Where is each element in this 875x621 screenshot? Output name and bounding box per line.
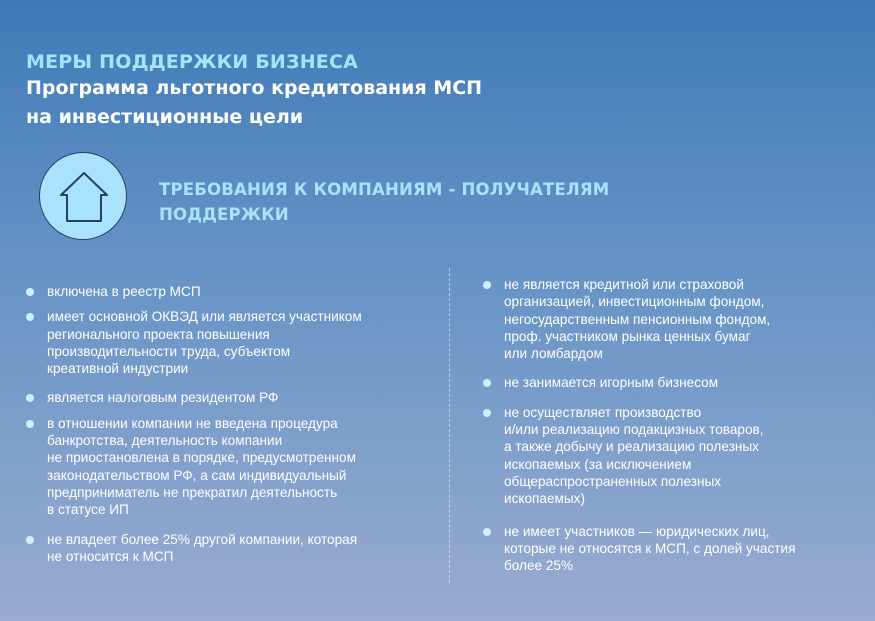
list-item-text <box>47 308 431 377</box>
bullet-icon <box>26 536 34 544</box>
list-item-line: банкротства, деятельность компании <box>47 433 283 449</box>
column-divider <box>449 268 450 583</box>
header <box>26 50 846 132</box>
list-item-line: и/или реализацию подакцизных товаров, <box>504 422 764 438</box>
list-item-line: имеет основной ОКВЭД или является участником <box>47 309 362 325</box>
house-icon <box>56 167 112 227</box>
house-icon-badge <box>39 152 127 240</box>
list-item <box>26 308 431 377</box>
list-item-line: ископаемых (за исключением <box>504 456 692 472</box>
list-item-line: в статусе ИП <box>47 502 129 518</box>
list-item-text <box>504 404 853 508</box>
list-item-text <box>504 523 853 575</box>
list-item-line: законодательством РФ, а сам индивидуальный <box>47 467 347 483</box>
list-item <box>483 404 853 508</box>
list-item-line: регионального проекта повышения <box>47 326 270 342</box>
list-item-text <box>47 531 431 566</box>
list-item-line: является налоговым резидентом РФ <box>47 390 279 406</box>
list-item-line: или ломбардом <box>504 346 603 362</box>
list-item-line: проф. участником рынка ценных бумаг <box>504 328 751 344</box>
list-item-line: организацией, инвестиционным фондом, <box>504 294 765 310</box>
page-title-line-2: на инвестиционные цели <box>26 106 304 128</box>
list-item <box>26 531 431 566</box>
list-item-line: не занимается игорным бизнесом <box>504 375 719 391</box>
list-item-line: более 25% <box>504 558 574 574</box>
bullet-icon <box>483 409 491 417</box>
list-item-line: креативной индустрии <box>47 361 189 377</box>
bullet-icon <box>26 313 34 321</box>
list-item <box>26 415 431 519</box>
bullet-icon <box>26 420 34 428</box>
bullet-icon <box>26 394 34 402</box>
list-item-text <box>504 276 853 362</box>
list-item-line: производительности труда, субъектом <box>47 343 291 359</box>
list-item-line: ископаемых) <box>504 491 585 507</box>
list-item-line: которые не относятся к МСП, с долей участия <box>504 540 796 556</box>
list-item-line: не осуществляет производство <box>504 404 702 420</box>
list-item-line: включена в реестр МСП <box>47 284 201 299</box>
list-item-text <box>504 374 853 391</box>
left-requirements-list <box>26 283 431 575</box>
list-item-line: не относится к МСП <box>47 548 174 564</box>
bullet-icon <box>483 528 491 536</box>
list-item <box>483 276 853 362</box>
right-requirements-list <box>483 276 853 586</box>
page-kicker: МЕРЫ ПОДДЕРЖКИ БИЗНЕСА <box>26 51 359 73</box>
list-item-text <box>47 389 431 406</box>
list-item-line: негосударственным пенсионным фондом, <box>504 311 771 327</box>
section-title-line-2: ПОДДЕРЖКИ <box>159 205 289 224</box>
list-item <box>483 523 853 575</box>
section-title <box>159 177 719 227</box>
list-item-line: предприниматель не прекратил деятельность <box>47 484 338 500</box>
list-item <box>26 389 431 406</box>
bullet-icon <box>26 288 34 296</box>
list-item <box>483 374 853 391</box>
list-item-text <box>47 283 431 300</box>
bullet-icon <box>483 281 491 289</box>
list-item-line: не приостановлена в порядке, предусмотренном <box>47 450 356 466</box>
list-item-line: не является кредитной или страховой <box>504 277 744 292</box>
bullet-icon <box>483 379 491 387</box>
list-item-line: общераспространенных полезных <box>504 473 722 489</box>
list-item-text <box>47 415 431 519</box>
list-item-line: а также добычу и реализацию полезных <box>504 439 759 455</box>
list-item <box>26 283 431 300</box>
section-title-line-1: ТРЕБОВАНИЯ К КОМПАНИЯМ - ПОЛУЧАТЕЛЯМ <box>159 180 610 199</box>
list-item-line: не имеет участников — юридических лиц, <box>504 523 770 539</box>
list-item-line: в отношении компании не введена процедура <box>47 415 338 431</box>
page-title-line-1: Программа льготного кредитования МСП <box>26 77 483 99</box>
list-item-line: не владеет более 25% другой компании, которая <box>47 531 358 547</box>
